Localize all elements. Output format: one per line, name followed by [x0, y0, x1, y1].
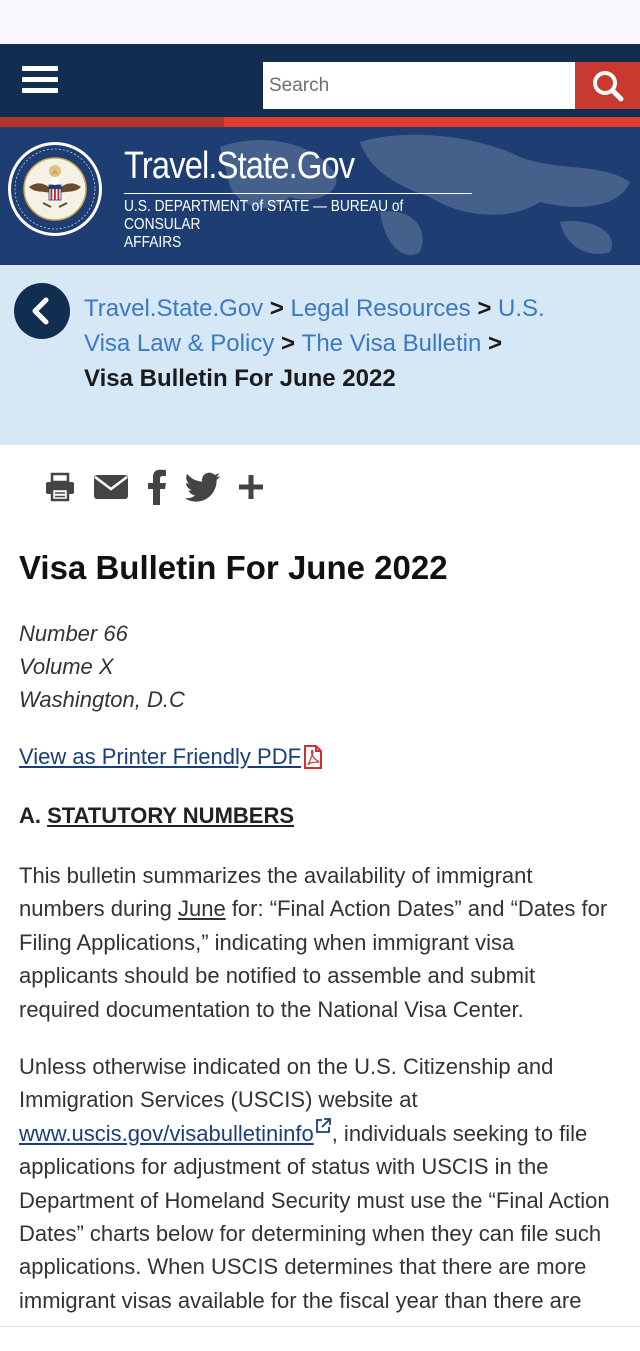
main-content [0, 445, 640, 1325]
twitter-icon[interactable] [185, 472, 221, 502]
plus-icon[interactable] [238, 474, 264, 500]
printer-friendly-pdf-link[interactable] [19, 744, 323, 770]
search-button[interactable] [575, 62, 640, 109]
search-icon [591, 69, 625, 103]
page-title: Visa Bulletin For June 2022 [19, 549, 448, 586]
site-title[interactable]: Travel.State.Gov [124, 145, 355, 187]
bulletin-meta [19, 617, 185, 716]
bulletin-number: Number 66 [19, 621, 128, 646]
p1-text-end: for: “Final Action Dates” and “Dates for Filing Applications,” indicating when immigrant visa applicants should be notified to assemble and submit required documentation to the National Visa Center. [19, 896, 608, 1022]
paragraph-uscis [19, 1050, 619, 1317]
breadcrumb-separator: > [488, 330, 503, 357]
facebook-icon[interactable] [146, 469, 168, 505]
bulletin-location: Washington, D.C [19, 687, 185, 712]
breadcrumb [84, 291, 554, 396]
department-seal-logo [7, 141, 103, 237]
paragraph-intro [19, 859, 619, 1026]
search-input[interactable] [263, 62, 575, 109]
email-icon[interactable] [93, 473, 129, 501]
p2-text-end: , individuals seeking to file applications for adjustment of status with USCIS in the Department of Homeland Security must use the “Final Action Dates” charts below for determining when they can file such applications. When USCIS determines that there are more immigrant visas available for the fiscal year than there are [19, 1120, 610, 1313]
breadcrumb-link-home[interactable]: Travel.State.Gov [84, 295, 264, 322]
breadcrumb-current: Visa Bulletin For June 2022 [84, 365, 396, 392]
site-subtitle: U.S. DEPARTMENT of STATE — BUREAU of CONSULAR AFFAIRS [124, 198, 404, 251]
chevron-left-icon [27, 296, 57, 326]
print-icon[interactable] [44, 472, 76, 502]
pdf-link-label: View as Printer Friendly PDF [19, 744, 302, 769]
section-heading [19, 803, 294, 829]
section-prefix: A. [19, 803, 41, 828]
share-toolbar [44, 467, 264, 507]
external-link-icon [314, 1117, 332, 1135]
breadcrumb-area [0, 265, 640, 445]
breadcrumb-separator: > [280, 330, 302, 357]
breadcrumb-link-visa-law[interactable]: U.S. Visa Law & Policy [84, 295, 545, 357]
menu-icon[interactable] [22, 66, 58, 96]
pdf-icon [303, 745, 323, 769]
bottom-edge [0, 1326, 640, 1351]
site-banner [0, 127, 640, 265]
title-divider [124, 193, 472, 194]
section-title: STATUTORY NUMBERS [47, 803, 295, 828]
breadcrumb-separator: > [269, 295, 291, 322]
status-strip [0, 0, 640, 44]
top-nav [0, 44, 640, 117]
p1-text-start: This bulletin summarizes the availability of immigrant numbers during [19, 863, 533, 922]
back-button[interactable] [14, 283, 70, 339]
bulletin-volume: Volume X [19, 654, 114, 679]
p2-text-start: Unless otherwise indicated on the U.S. Citizenship and Immigration Services (USCIS) website at [19, 1054, 554, 1113]
p1-month: June [177, 896, 226, 922]
breadcrumb-separator: > [477, 295, 499, 322]
uscis-link[interactable]: www.uscis.gov/visabulletininfo [19, 1120, 314, 1146]
accent-stripe [0, 117, 640, 127]
breadcrumb-link-visa-bulletin[interactable]: The Visa Bulletin [301, 330, 482, 357]
breadcrumb-link-legal-resources[interactable]: Legal Resources [290, 295, 471, 322]
